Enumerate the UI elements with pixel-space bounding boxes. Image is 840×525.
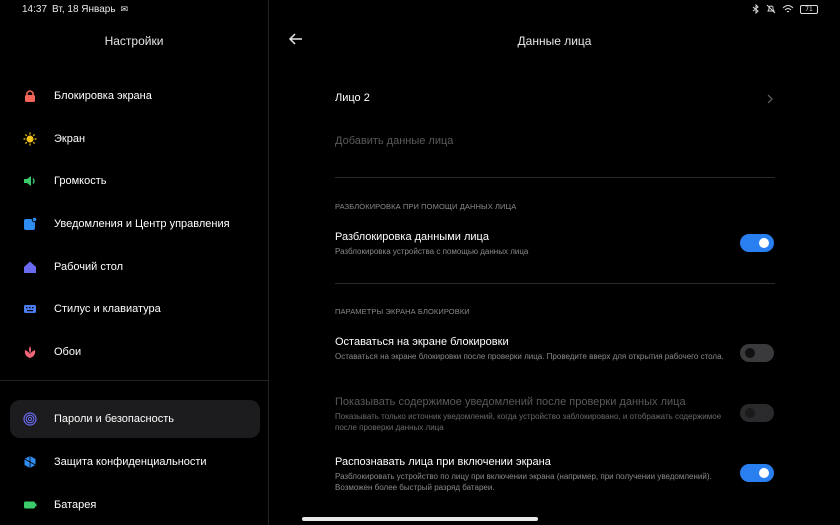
setting-title: Распознавать лица при включении экрана [335,456,551,468]
sidebar-item-label: Экран [54,133,86,145]
bell-muted-icon [766,4,776,14]
sidebar-item-battery[interactable] [10,486,260,524]
setting-title: Оставаться на экране блокировки [335,336,509,348]
section-divider [335,177,775,178]
sidebar-item-label: Громкость [54,175,107,187]
sidebar-item-display[interactable] [10,120,260,158]
home-icon [23,260,37,274]
setting-subtitle: Оставаться на экране блокировки после проверки лица. Проведите вверх для открытия рабочего стола. [335,352,724,361]
recognize-on-wake-setting[interactable] [335,456,725,493]
section-header-lock-screen: ПАРАМЕТРЫ ЭКРАНА БЛОКИРОВКИ [335,307,470,316]
notification-icon [23,217,37,231]
section-divider [335,283,775,284]
sidebar-item-label: Рабочий стол [54,261,124,273]
fingerprint-icon [23,412,37,426]
face-2-label: Лицо 2 [335,92,370,104]
recognize-on-wake-toggle[interactable] [740,464,774,482]
setting-title: Разблокировка данными лица [335,231,489,243]
stay-on-lock-screen-toggle[interactable] [740,344,774,362]
sidebar-item-label: Уведомления и Центр управления [54,218,230,230]
sidebar-item-lock-screen[interactable] [10,77,260,115]
sidebar-item-label: Батарея [54,499,97,511]
setting-subtitle: Разблокировать устройство по лицу при включении экрана (например, при получении уведомлений). Возможен более быстрый разряд батареи. [335,472,712,492]
gesture-nav-handle[interactable] [302,517,538,521]
sidebar-item-label: Защита конфиденциальности [54,456,207,468]
face-unlock-setting[interactable] [335,231,725,257]
face-unlock-toggle[interactable] [740,234,774,252]
face-data-panel [269,22,840,525]
setting-title: Показывать содержимое уведомлений после проверки данных лица [335,396,686,408]
sidebar-item-passwords-security[interactable] [10,400,260,438]
show-notifications-setting [335,396,725,433]
sidebar-item-label: Блокировка экрана [54,90,152,102]
status-bar [0,0,840,22]
status-date: Вт, 18 Январь [52,4,116,15]
keyboard-icon [23,302,37,316]
page-title: Данные лица [517,34,592,48]
sidebar-title: Настройки [104,34,164,48]
battery-indicator: 71 [800,5,818,14]
shield-icon [23,455,37,469]
add-face-item[interactable] [335,135,775,147]
sidebar-item-label: Обои [54,346,82,358]
add-face-label: Добавить данные лица [335,135,454,147]
settings-sidebar [0,22,268,525]
section-header-unlock: РАЗБЛОКИРОВКА ПРИ ПОМОЩИ ДАННЫХ ЛИЦА [335,202,517,211]
status-time: 14:37 [22,4,48,15]
sidebar-item-stylus-keyboard[interactable] [10,290,260,328]
sidebar-item-label: Стилус и клавиатура [54,303,161,315]
sidebar-item-notifications[interactable] [10,205,260,243]
mail-icon: ✉ [120,4,129,14]
stay-on-lock-screen-setting[interactable] [335,336,725,362]
show-notifications-toggle [740,404,774,422]
setting-subtitle: Разблокировка устройства с помощью данных лица [335,247,529,256]
chevron-right-icon [765,94,775,104]
sun-icon [23,132,37,146]
sidebar-item-home-screen[interactable] [10,248,260,286]
wifi-icon [782,4,794,14]
face-2-item[interactable] [335,92,775,104]
sidebar-item-wallpaper[interactable] [10,333,260,371]
flower-icon [23,345,37,359]
bluetooth-icon [752,4,760,14]
sidebar-item-volume[interactable] [10,162,260,200]
lock-icon [23,89,37,103]
sidebar-separator [0,380,268,381]
setting-subtitle: Показывать только источник уведомлений, когда устройство заблокировано, и отображать содержимое после проверки данных лица [335,412,722,432]
sidebar-item-privacy[interactable] [10,443,260,481]
battery-icon [23,498,37,512]
volume-icon [23,174,37,188]
sidebar-item-label: Пароли и безопасность [54,413,174,425]
